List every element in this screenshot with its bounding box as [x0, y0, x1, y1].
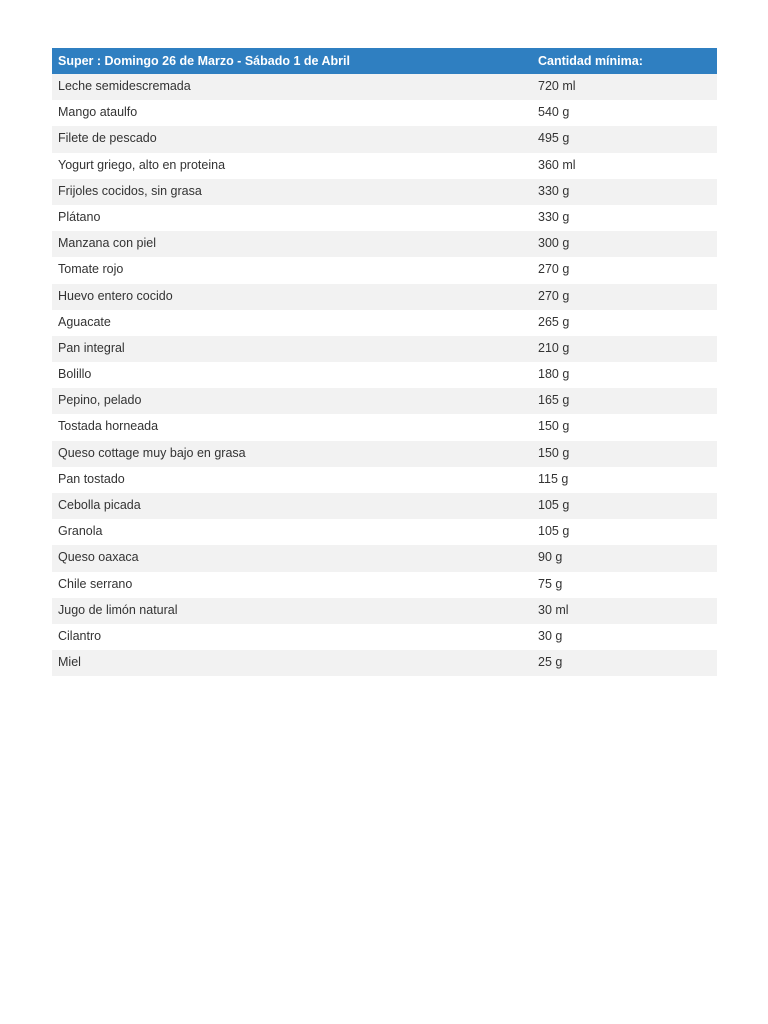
quantity-cell [532, 572, 717, 598]
table-row [52, 205, 717, 231]
item-name: Frijoles cocidos, sin grasa [58, 183, 202, 198]
header-quantity-column: Cantidad mínima: [532, 48, 717, 74]
table-row [52, 598, 717, 624]
quantity-cell [532, 388, 717, 414]
item-cell [52, 126, 532, 152]
quantity-cell [532, 441, 717, 467]
item-name: Granola [58, 524, 103, 539]
item-cell [52, 572, 532, 598]
item-name: Queso cottage muy bajo en grasa [58, 445, 246, 460]
item-name: Manzana con piel [58, 236, 156, 251]
table-row [52, 388, 717, 414]
table-row [52, 310, 717, 336]
item-cell [52, 624, 532, 650]
quantity-cell [532, 153, 717, 179]
quantity-cell [532, 545, 717, 571]
table-row [52, 467, 717, 493]
item-quantity: 360 ml [538, 157, 576, 172]
table-row [52, 100, 717, 126]
quantity-cell [532, 650, 717, 676]
table-row [52, 414, 717, 440]
item-quantity: 150 g [538, 419, 570, 434]
item-quantity: 540 g [538, 105, 570, 120]
table-header-row [52, 48, 717, 74]
quantity-cell [532, 336, 717, 362]
item-cell [52, 467, 532, 493]
item-name: Pepino, pelado [58, 393, 142, 408]
table-row [52, 441, 717, 467]
item-name: Mango ataulfo [58, 105, 138, 120]
quantity-cell [532, 179, 717, 205]
item-quantity: 720 ml [538, 79, 576, 93]
quantity-cell [532, 310, 717, 336]
table-row [52, 493, 717, 519]
item-quantity: 30 ml [538, 602, 569, 617]
item-cell [52, 74, 532, 100]
quantity-cell [532, 284, 717, 310]
quantity-cell [532, 100, 717, 126]
item-quantity: 495 g [538, 131, 570, 146]
table-row [52, 231, 717, 257]
item-cell [52, 650, 532, 676]
item-quantity: 210 g [538, 340, 570, 355]
item-quantity: 105 g [538, 498, 570, 512]
item-name: Tomate rojo [58, 262, 124, 277]
quantity-cell [532, 362, 717, 388]
table-row [52, 624, 717, 650]
item-name: Pan tostado [58, 471, 125, 486]
item-cell [52, 310, 532, 336]
item-name: Tostada horneada [58, 419, 159, 434]
item-name: Cilantro [58, 628, 102, 643]
item-cell [52, 598, 532, 624]
table-header [52, 48, 717, 74]
quantity-cell [532, 467, 717, 493]
item-quantity: 30 g [538, 628, 563, 643]
table-row [52, 545, 717, 571]
item-name: Cebolla picada [58, 498, 141, 512]
item-cell [52, 153, 532, 179]
item-quantity: 25 g [538, 655, 563, 670]
item-quantity: 180 g [538, 367, 570, 382]
item-quantity: 150 g [538, 445, 570, 460]
item-name: Chile serrano [58, 576, 133, 591]
quantity-cell [532, 414, 717, 440]
item-cell [52, 519, 532, 545]
table-row [52, 519, 717, 545]
item-quantity: 115 g [538, 471, 569, 486]
item-cell [52, 231, 532, 257]
item-cell [52, 493, 532, 519]
item-cell [52, 362, 532, 388]
item-cell [52, 545, 532, 571]
item-quantity: 265 g [538, 314, 570, 329]
item-cell [52, 257, 532, 283]
quantity-cell [532, 624, 717, 650]
item-quantity: 330 g [538, 183, 570, 198]
item-name: Jugo de limón natural [58, 602, 178, 617]
quantity-cell [532, 231, 717, 257]
table-body [52, 74, 717, 676]
table-row [52, 153, 717, 179]
item-name: Pan integral [58, 340, 125, 355]
item-quantity: 330 g [538, 209, 570, 224]
item-cell [52, 179, 532, 205]
item-cell [52, 100, 532, 126]
quantity-cell [532, 74, 717, 100]
item-quantity: 105 g [538, 524, 570, 539]
table-row [52, 362, 717, 388]
item-quantity: 270 g [538, 288, 570, 303]
table-row [52, 572, 717, 598]
item-cell [52, 441, 532, 467]
item-name: Queso oaxaca [58, 550, 139, 565]
shopping-list-table [52, 48, 717, 676]
item-quantity: 270 g [538, 262, 570, 277]
item-name: Plátano [58, 209, 101, 224]
table-row [52, 179, 717, 205]
quantity-cell [532, 257, 717, 283]
item-cell [52, 388, 532, 414]
table-row [52, 257, 717, 283]
item-name: Aguacate [58, 314, 111, 329]
item-cell [52, 414, 532, 440]
table-row [52, 126, 717, 152]
item-name: Miel [58, 655, 81, 670]
quantity-cell [532, 205, 717, 231]
item-cell [52, 284, 532, 310]
item-name: Yogurt griego, alto en proteina [58, 157, 226, 172]
quantity-cell [532, 519, 717, 545]
table-row [52, 284, 717, 310]
quantity-cell [532, 598, 717, 624]
item-quantity: 90 g [538, 550, 563, 565]
table-row [52, 336, 717, 362]
item-cell [52, 336, 532, 362]
item-name: Huevo entero cocido [58, 288, 173, 303]
table-row [52, 650, 717, 676]
item-name: Filete de pescado [58, 131, 157, 146]
table-row [52, 74, 717, 100]
item-quantity: 75 g [538, 576, 563, 591]
item-name: Bolillo [58, 367, 92, 382]
quantity-cell [532, 126, 717, 152]
item-quantity: 300 g [538, 236, 570, 251]
quantity-cell [532, 493, 717, 519]
item-name: Leche semidescremada [58, 79, 191, 93]
item-cell [52, 205, 532, 231]
item-quantity: 165 g [538, 393, 570, 408]
header-item-column: Super : Domingo 26 de Marzo - Sábado 1 de Abril [52, 48, 532, 74]
